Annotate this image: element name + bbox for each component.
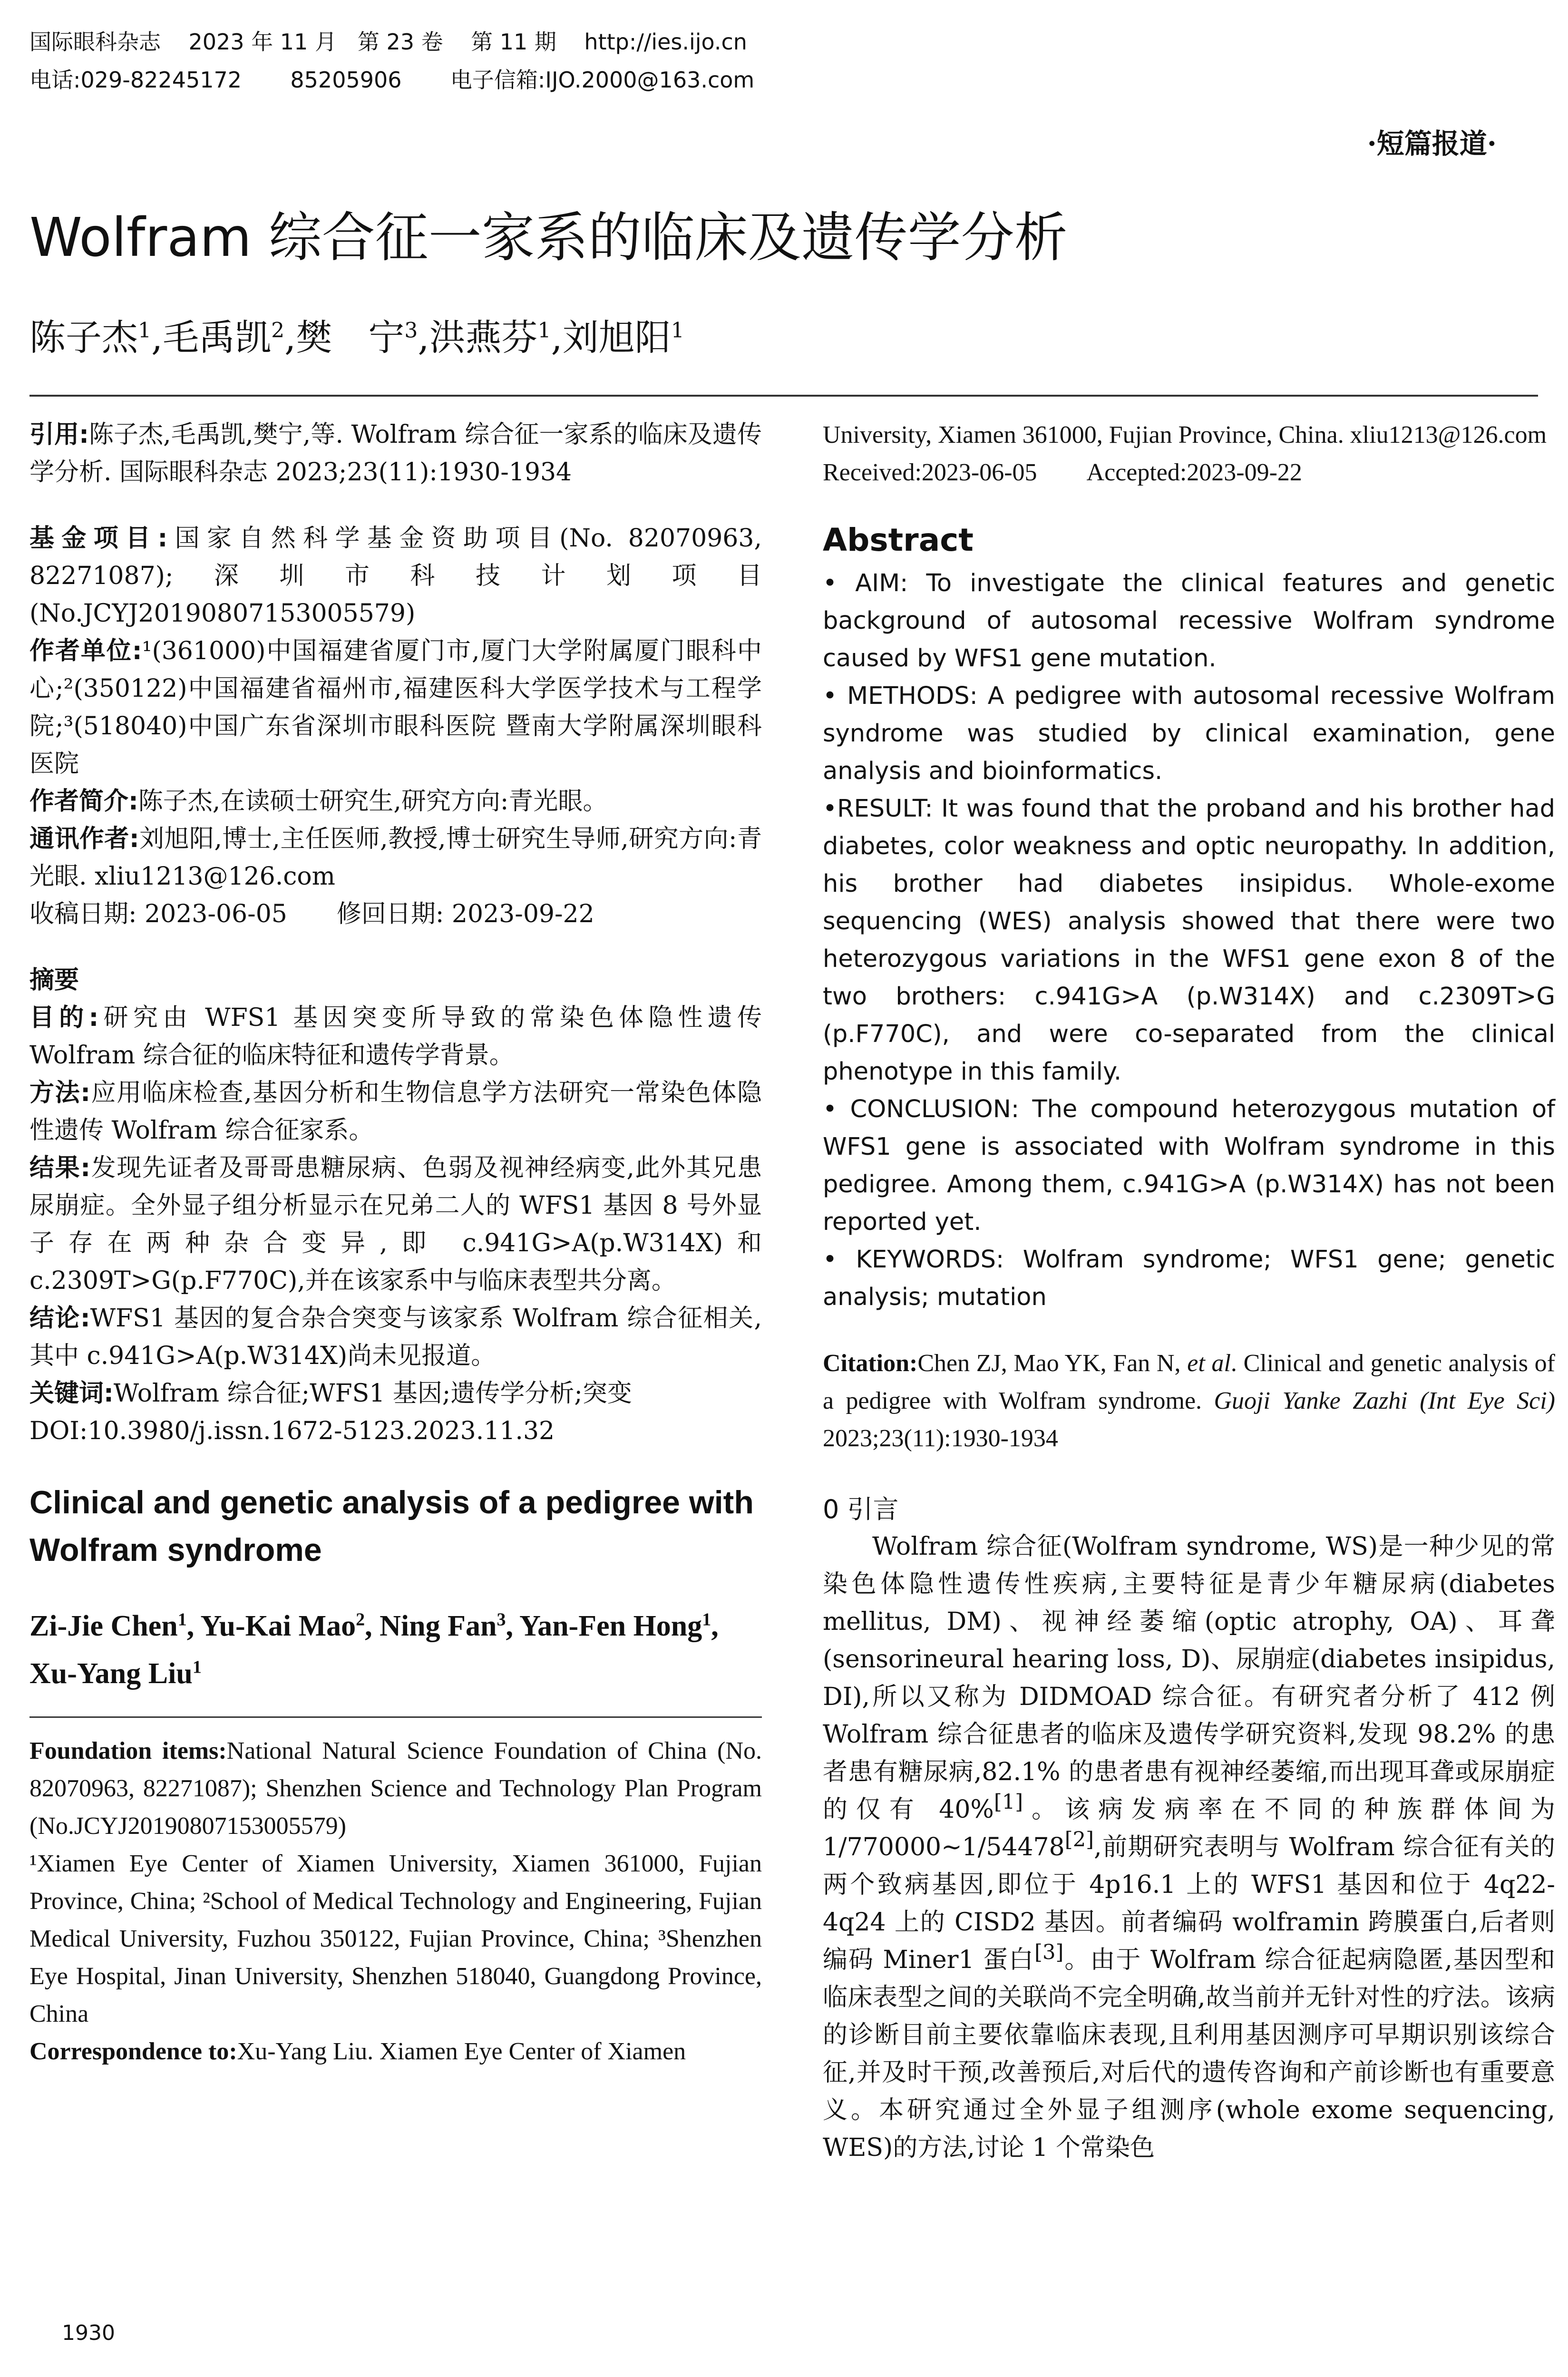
author-name: 毛禹凯 <box>163 316 272 359</box>
issue: 第 11 期 <box>471 29 556 55</box>
citation-part: Chen ZJ, Mao YK, Fan N, <box>917 1350 1188 1377</box>
corresponding-author <box>29 820 762 896</box>
abstract-methods-en: • METHODS: A pedigree with autosomal recessive Wolfram syndrome was studied by clinical examination, gene analysis and bioinformatics. <box>823 682 1555 785</box>
affiliation-mark: 1 <box>671 318 684 343</box>
correspondence-label: Correspondence to: <box>29 2038 237 2065</box>
affiliations-en: ¹Xiamen Eye Center of Xiamen University, Xiamen 361000, Fujian Province, China; ²School of Medical Technology and Engineering, Fujian Medical University, Fuzhou 350122, Fujian Province, China; ³Shenzhen Eye Hospital, Jinan University, Shenzhen 518040, Guangdong Province, China <box>29 1850 762 2027</box>
keywords-label: 关键词: <box>29 1379 114 1408</box>
phone: 电话:029-82245172 <box>29 67 242 93</box>
author-bio <box>29 783 762 820</box>
affiliation-mark: 1 <box>537 318 551 343</box>
foundation-text: National Natural Science Foundation of China (No. 82070963, 82271087); Shenzhen Science and Technology Plan Program (No.JCYJ20190807153005579) <box>29 1737 762 1840</box>
citation-journal: Guoji Yanke Zazhi (Int Eye Sci) <box>1214 1387 1555 1414</box>
fund-info <box>29 520 762 633</box>
units-label: 作者单位: <box>29 637 142 665</box>
correspondence-text: Xu-Yang Liu. Xiamen Eye Center of Xiamen <box>237 2038 686 2065</box>
english-title: Clinical and genetic analysis of a pedigree with Wolfram syndrome <box>29 1484 754 1568</box>
journal-email[interactable]: 电子信箱:IJO.2000@163.com <box>450 67 755 93</box>
journal-name: 国际眼科杂志 <box>29 29 161 55</box>
reference-mark[interactable]: [2] <box>1064 1828 1094 1852</box>
affiliation-mark: 2 <box>271 318 285 343</box>
abstract-aim-en: • AIM: To investigate the clinical features and genetic background of autosomal recessive Wolfram syndrome caused by WFS1 gene mutation. <box>823 569 1555 672</box>
citation-etal: et al <box>1187 1350 1231 1377</box>
affiliation-mark: 1 <box>192 1657 202 1677</box>
journal-header-line1 <box>29 28 747 56</box>
affiliation-mark: 1 <box>702 1609 711 1630</box>
units-text: ¹(361000)中国福建省厦门市,厦门大学附属厦门眼科中心;²(350122)中国福建省福州市,福建医科大学医学技术与工程学院;³(518040)中国广东省深圳市眼科医院 暨南大学附属深圳眼科医院 <box>29 637 762 778</box>
author-name-en: Yu-Kai Mao <box>200 1610 356 1642</box>
author-name-en: Ning Fan <box>380 1610 497 1642</box>
intro-paragraph <box>823 1528 1555 2167</box>
abstract-heading-text: 摘要 <box>29 966 79 994</box>
journal-header-line2 <box>29 66 754 94</box>
reference-mark[interactable]: [3] <box>1034 1940 1064 1965</box>
journal-url[interactable]: http://ies.ijo.cn <box>584 29 747 55</box>
abstract-heading-en: Abstract <box>823 522 974 558</box>
abstract-results <box>29 1150 762 1300</box>
intro-text: 。该病发病率在不同的种族群体间为 1/770000~1/54478 <box>823 1795 1555 1861</box>
received-dates: 收稿日期: 2023-06-05 修回日期: 2023-09-22 <box>29 900 594 928</box>
citation-cn <box>29 416 762 491</box>
keywords-cn <box>29 1375 762 1413</box>
authors-divider <box>29 1716 762 1718</box>
author-list-cn: 陈子杰$^1$,毛禹凯$^2$,樊 宁$^3$,洪燕芬$^1$,刘旭阳$^1$ <box>29 316 684 359</box>
aim-label: 目的: <box>29 1003 99 1032</box>
section-tag: ·短篇报道· <box>1367 127 1497 160</box>
abstract-heading-cn <box>29 962 762 999</box>
author-name-en: Yan-Fen Hong <box>519 1610 702 1642</box>
author-name: 樊 宁 <box>296 316 405 359</box>
author-name: 刘旭阳 <box>562 316 671 359</box>
author-name: 洪燕芬 <box>429 316 538 359</box>
author-name-en: Xu-Yang Liu <box>29 1657 193 1690</box>
keywords-text: Wolfram 综合征;WFS1 基因;遗传学分析;突变 <box>113 1379 632 1408</box>
author-name-en: Zi-Jie Chen <box>29 1610 178 1642</box>
methods-text: 应用临床检查,基因分析和生物信息学方法研究一常染色体隐性遗传 Wolfram 综合征家系。 <box>29 1079 762 1145</box>
intro-heading: 0 引言 <box>823 1494 899 1524</box>
abstract-conclusion <box>29 1300 762 1375</box>
affiliation-mark: 1 <box>177 1609 187 1630</box>
corr-text: 刘旭阳,博士,主任医师,教授,博士研究生导师,研究方向:青光眼. xliu1213@126.com <box>29 825 762 891</box>
foundation-label: Foundation items: <box>29 1737 227 1764</box>
affiliation-mark: 3 <box>404 318 418 343</box>
volume: 第 23 卷 <box>357 29 443 55</box>
left-column <box>29 416 762 2070</box>
correspondence-continued: University, Xiamen 361000, Fujian Province, China. xliu1213@126.com <box>823 421 1547 448</box>
citation-part: 2023;23(11):1930-1934 <box>823 1425 1058 1452</box>
foundation-items <box>29 1732 762 1845</box>
abstract-keywords-en: • KEYWORDS: Wolfram syndrome; WFS1 gene; genetic analysis; mutation <box>823 1246 1555 1311</box>
title-divider <box>29 395 1538 397</box>
abstract-aim <box>29 999 762 1074</box>
citation-label: 引用: <box>29 420 89 449</box>
received-accepted: Received:2023-06-05 Accepted:2023-09-22 <box>823 459 1302 486</box>
correspondence <box>29 2033 762 2070</box>
affiliation-mark: 3 <box>497 1609 506 1630</box>
citation-label-en: Citation: <box>823 1350 918 1377</box>
reference-mark[interactable]: [1] <box>993 1790 1023 1814</box>
phone-2: 85205906 <box>290 67 402 93</box>
fund-text: 国家自然科学基金资助项目(No. 82070963, 82271087);深圳市科技计划项目(No.JCYJ20190807153005579) <box>29 524 762 628</box>
citation-text: 陈子杰,毛禹凯,樊宁,等. Wolfram 综合征一家系的临床及遗传学分析. 国际眼科杂志 2023;23(11):1930-1934 <box>29 420 762 487</box>
citation-part: . Clinical and genetic analysis of a pedigree with Wolfram syndrome. <box>823 1350 1555 1414</box>
bio-text: 陈子杰,在读硕士研究生,研究方向:青光眼。 <box>138 787 608 816</box>
article-title: Wolfram 综合征一家系的临床及遗传学分析 <box>29 207 1068 269</box>
intro-text: Wolfram 综合征(Wolfram syndrome, WS)是一种少见的常染色体隐性遗传性疾病,主要特征是青少年糖尿病(diabetes mellitus, DM)、视神经萎缩(optic atrophy, OA)、耳聋(sensorineural hearing loss, D)、尿崩症(diabetes insipidus, DI),所以又称为 DIDMOAD 综合征。有研究者分析了 412 例 Wolfram 综合征患者的临床及遗传学研究资料,发现 98.2% 的患者患有糖尿病,82.1% 的患者患有视神经萎缩,而出现耳聋或尿崩症的仅有 40% <box>823 1532 1555 1824</box>
citation-en <box>823 1344 1555 1457</box>
issue-date: 2023 年 11 月 <box>188 29 337 55</box>
methods-label: 方法: <box>29 1079 91 1107</box>
affiliation-mark: 1 <box>138 318 151 343</box>
affiliation-mark: 2 <box>356 1609 365 1630</box>
author-name: 陈子杰 <box>29 316 138 359</box>
conclusion-text: WFS1 基因的复合杂合突变与该家系 Wolfram 综合征相关,其中 c.941G>A(p.W314X)尚未见报道。 <box>29 1304 762 1370</box>
author-units <box>29 633 762 783</box>
abstract-result-en: •RESULT: It was found that the proband and his brother had diabetes, color weakness and optic neuropathy. In addition, his brother had diabetes insipidus. Whole-exome sequencing (WES) analysis showed that there were two heterozygous variations in the WFS1 gene exon 8 of the two brothers: c.941G>A (p.W314X) and c.2309T>G (p.F770C), and were co-separated from the clinical phenotype in this family. <box>823 795 1555 1086</box>
intro-text: 。由于 Wolfram 综合征起病隐匿,基因型和临床表型之间的关联尚不完全明确,故当前并无针对性的疗法。该病的诊断目前主要依靠临床表现,且利用基因测序可早期识别该综合征,并及时干预,改善预后,对后代的遗传咨询和产前诊断也有重要意义。本研究通过全外显子组测序(whole exome sequencing, WES)的方法,讨论 1 个常染色 <box>823 1946 1556 2162</box>
aim-text: 研究由 WFS1 基因突变所导致的常染色体隐性遗传 Wolfram 综合征的临床特征和遗传学背景。 <box>29 1003 762 1070</box>
abstract-methods <box>29 1074 762 1150</box>
fund-label: 基金项目: <box>29 524 168 553</box>
conclusion-label: 结论: <box>29 1304 90 1333</box>
results-label: 结果: <box>29 1154 91 1182</box>
corr-label: 通讯作者: <box>29 825 139 853</box>
doi[interactable]: DOI:10.3980/j.issn.1672-5123.2023.11.32 <box>29 1417 555 1445</box>
author-list-en: Zi-Jie Chen$^1$, Yu-Kai Mao$^2$, Ning Fan$^3$, Yan-Fen Hong$^1$, Xu-Yang Liu$^1$ <box>29 1609 719 1690</box>
right-column <box>823 416 1555 2167</box>
page-number: 1930 <box>62 2321 115 2345</box>
abstract-conclusion-en: • CONCLUSION: The compound heterozygous mutation of WFS1 gene is associated with Wolfram syndrome in this pedigree. Among them, c.941G>A (p.W314X) has not been reported yet. <box>823 1095 1555 1236</box>
results-text: 发现先证者及哥哥患糖尿病、色弱及视神经病变,此外其兄患尿崩症。全外显子组分析显示在兄弟二人的 WFS1 基因 8 号外显子存在两种杂合变异,即 c.941G>A(p.W314X)和 c.2309T>G(p.F770C),并在该家系中与临床表型共分离。 <box>29 1154 762 1295</box>
bio-label: 作者简介: <box>29 787 138 816</box>
intro-text: ,前期研究表明与 Wolfram 综合征有关的两个致病基因,即位于 4p16.1 上的 WFS1 基因和位于 4q22-4q24 上的 CISD2 基因。前者编码 wolframin 跨膜蛋白,后者则编码 Miner1 蛋白 <box>823 1833 1555 1974</box>
